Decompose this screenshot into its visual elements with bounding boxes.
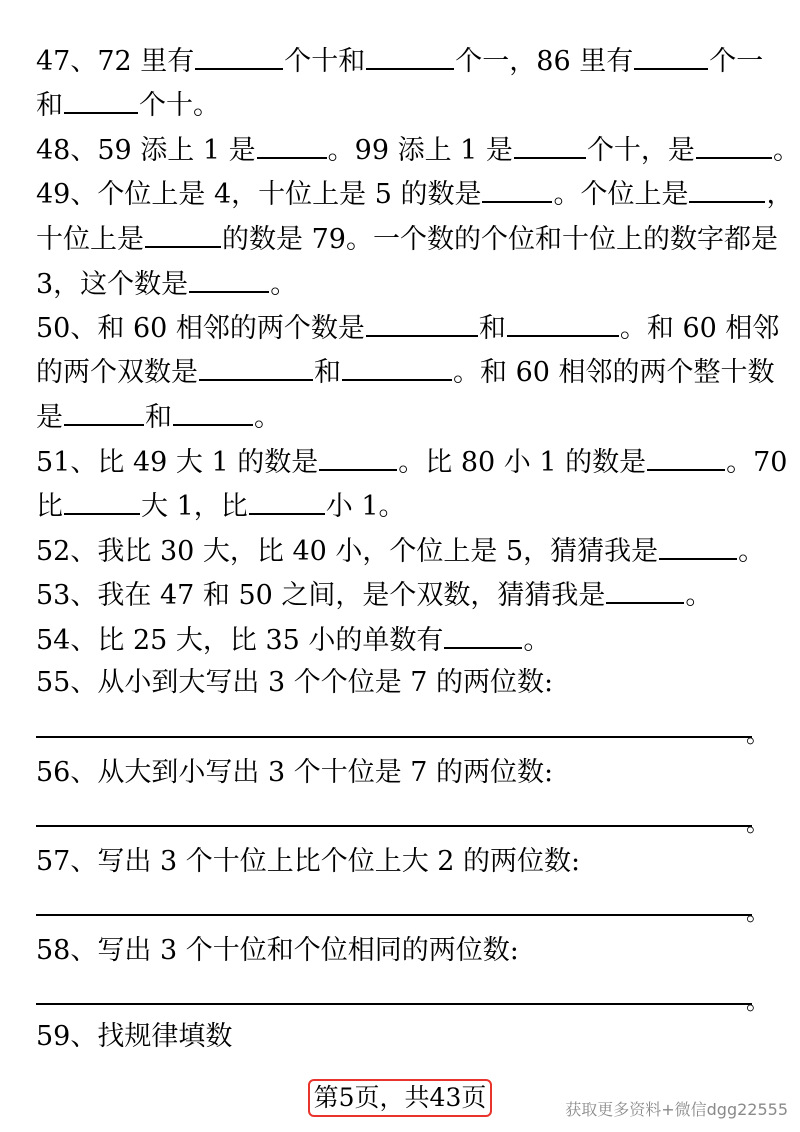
q49-blank-1[interactable]	[482, 175, 552, 203]
q49-text-c: ，	[766, 179, 794, 210]
q48-text-a: 48、59 添上 1 是	[36, 135, 256, 166]
q47-text-a: 47、72 里有	[36, 46, 195, 77]
q59-line	[36, 1020, 232, 1054]
q47-text-f: 个十。	[139, 90, 220, 121]
q50-blank-5[interactable]	[64, 398, 144, 426]
q59-text: 59、找规律填数	[36, 1021, 233, 1052]
q51-text-a: 51、比 49 大 1 的数是	[36, 447, 319, 478]
q49-text-d: 十位上是	[36, 224, 144, 255]
q50-blank-1[interactable]	[366, 309, 478, 337]
q50-line1	[36, 309, 779, 343]
q56-text: 56、从大到小写出 3 个十位是 7 的两位数:	[36, 757, 554, 788]
q54-text-b: 。	[523, 625, 551, 656]
q54-text-a: 54、比 25 大，比 35 小的单数有	[36, 625, 444, 656]
q51-blank-4[interactable]	[249, 487, 325, 515]
q57-period: 。	[746, 898, 770, 926]
q51-text-b: 。比 80 小 1 的数是	[398, 447, 647, 478]
q50-text-b: 和	[478, 313, 506, 344]
q56-answer-line[interactable]	[36, 825, 752, 827]
q48-text-b: 。99 添上 1 是	[327, 135, 513, 166]
q51-blank-2[interactable]	[647, 443, 725, 471]
q49-blank-4[interactable]	[189, 265, 269, 293]
q48-blank-2[interactable]	[514, 131, 586, 159]
q54-blank[interactable]	[444, 621, 522, 649]
q49-blank-3[interactable]	[145, 220, 221, 248]
q56-line	[36, 756, 553, 790]
q49-text-b: 。个位上是	[553, 179, 689, 210]
q49-blank-2[interactable]	[689, 175, 765, 203]
q52-line	[36, 532, 765, 566]
q50-text-g: 是	[36, 402, 63, 433]
q50-line2	[36, 353, 775, 387]
q50-text-h: 和	[145, 402, 172, 433]
q49-line2	[36, 220, 778, 254]
q47-line1	[36, 42, 763, 76]
q58-line	[36, 934, 519, 968]
q47-blank-86-tens[interactable]	[64, 86, 138, 114]
q53-line	[36, 576, 712, 610]
q48-line1	[36, 131, 800, 165]
q47-text-b: 个十和	[284, 46, 366, 77]
q49-line3	[36, 265, 297, 299]
q48-blank-3[interactable]	[696, 131, 772, 159]
q53-text-a: 53、我在 47 和 50 之间，是个双数，猜猜我是	[36, 580, 606, 611]
q50-blank-2[interactable]	[507, 309, 619, 337]
q52-text-a: 52、我比 30 大，比 40 小，个位上是 5，猜猜我是	[36, 536, 659, 567]
q51-text-f: 小 1。	[325, 491, 406, 522]
q51-blank-1[interactable]	[319, 443, 397, 471]
q51-text-d: 比	[36, 491, 63, 522]
q55-line	[36, 666, 553, 700]
q55-period: 。	[746, 720, 770, 748]
q47-text-c: 个一，86 里有	[455, 46, 634, 77]
q51-line2	[36, 487, 406, 521]
q52-text-b: 。	[738, 536, 766, 567]
q49-text-a: 49、个位上是 4，十位上是 5 的数是	[36, 179, 482, 210]
q55-answer-line[interactable]	[36, 736, 752, 738]
q48-text-c: 个十，是	[586, 135, 695, 166]
q48-blank-1[interactable]	[257, 131, 327, 159]
q49-line1	[36, 175, 793, 209]
q49-text-f: 3，这个数是	[36, 269, 189, 300]
page-number-badge: 第5页，共43页	[308, 1079, 492, 1117]
q49-text-e: 的数是 79。一个数的个位和十位上的数字都是	[222, 224, 778, 255]
q58-answer-line[interactable]	[36, 1003, 752, 1005]
q50-line3	[36, 398, 281, 432]
q50-text-a: 50、和 60 相邻的两个数是	[36, 313, 365, 344]
q47-blank-86-ones[interactable]	[634, 42, 708, 70]
q57-line	[36, 845, 580, 879]
q51-blank-3[interactable]	[64, 487, 140, 515]
q58-period: 。	[746, 987, 770, 1015]
q49-text-g: 。	[270, 269, 298, 300]
q53-text-b: 。	[685, 580, 713, 611]
q57-answer-line[interactable]	[36, 914, 752, 916]
q47-text-d: 个一	[709, 46, 764, 77]
q56-period: 。	[746, 809, 770, 837]
q47-blank-tens[interactable]	[195, 42, 283, 70]
q47-line2	[36, 86, 220, 120]
q50-text-f: 。和 60 相邻的两个整十数	[453, 357, 775, 388]
q54-line	[36, 621, 550, 655]
q47-blank-ones[interactable]	[366, 42, 454, 70]
q51-text-e: 大 1，比	[141, 491, 248, 522]
q50-text-i: 。	[254, 402, 281, 433]
q48-text-d: 。	[772, 135, 800, 166]
q52-blank[interactable]	[659, 532, 737, 560]
q51-line1	[36, 443, 787, 477]
q57-text: 57、写出 3 个十位上比个位上大 2 的两位数:	[36, 846, 581, 877]
watermark-text: 获取更多资料+微信dgg22555	[565, 1100, 788, 1119]
q50-text-e: 和	[314, 357, 341, 388]
q50-blank-3[interactable]	[199, 353, 313, 381]
q50-text-c: 。和 60 相邻	[619, 313, 780, 344]
q50-blank-4[interactable]	[342, 353, 452, 381]
q58-text: 58、写出 3 个十位和个位相同的两位数:	[36, 935, 519, 966]
q55-text: 55、从小到大写出 3 个个位是 7 的两位数:	[36, 667, 554, 698]
q51-text-c: 。70	[726, 447, 788, 478]
q53-blank[interactable]	[606, 576, 684, 604]
q50-text-d: 的两个双数是	[36, 357, 198, 388]
q50-blank-6[interactable]	[173, 398, 253, 426]
q47-text-e: 和	[36, 90, 63, 121]
